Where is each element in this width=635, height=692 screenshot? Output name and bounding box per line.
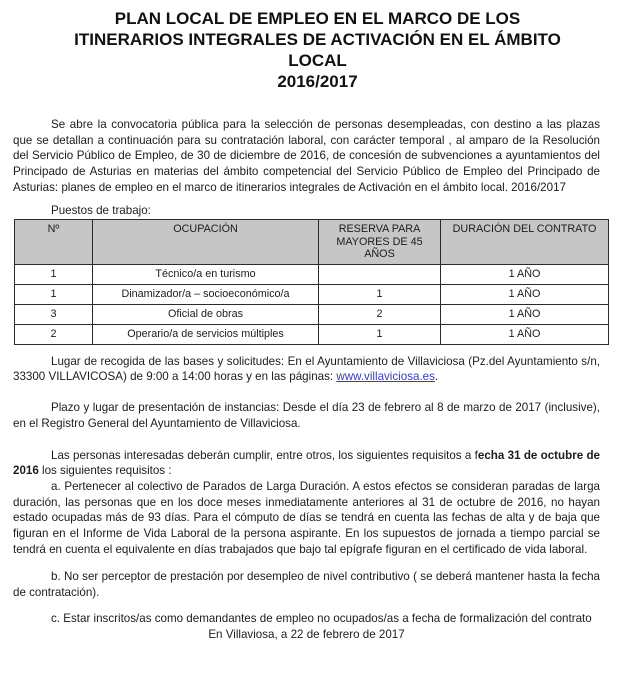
requirements-intro-paragraph [13, 448, 600, 479]
cell-reserva [319, 264, 441, 284]
cell-ocupacion: Técnico/a en turismo [93, 264, 319, 284]
requirement-b-paragraph: b. No ser perceptor de prestación por desempleo de nivel contributivo ( se deberá mantener hasta la fecha de contratación). [13, 570, 600, 600]
cell-ocupacion: Dinamizador/a – socioeconómico/a [93, 284, 319, 304]
cell-duracion: 1 AÑO [441, 324, 609, 344]
cell-numero: 1 [15, 264, 93, 284]
cell-numero: 1 [15, 284, 93, 304]
cell-reserva: 1 [319, 324, 441, 344]
cell-ocupacion: Operario/a de servicios múltiples [93, 324, 319, 344]
cell-duracion: 1 AÑO [441, 264, 609, 284]
table-header-row [15, 220, 609, 265]
requirements-text-after: los siguientes requisitos : [38, 464, 172, 478]
table-row [15, 324, 609, 344]
pickup-paragraph [13, 354, 600, 385]
table-row [15, 264, 609, 284]
table-row [15, 284, 609, 304]
table-row [15, 304, 609, 324]
cell-duracion: 1 AÑO [441, 304, 609, 324]
title-line-2: ITINERARIOS INTEGRALES DE ACTIVACIÓN EN EL ÁMBITO [74, 30, 561, 49]
cell-reserva: 2 [319, 304, 441, 324]
intro-paragraph: Se abre la convocatoria pública para la selección de personas desempleadas, con destino a las plazas que se detallan a continuación para su contratación laboral, con carácter temporal , al amparo de la Resolución del Servicio Público de Empleo, de 30 de diciembre de 2016, de concesión de subvenciones a ayuntamientos del Principado de Asturias en materias del ámbito competencial del Servicio Público de Empleo del Principado de Asturias: planes de empleo en el marco de itinerarios integrales de Activación en el ámbito local. 2016/2017 [13, 118, 600, 194]
jobs-table [14, 219, 609, 345]
cell-duracion: 1 AÑO [441, 284, 609, 304]
title-line-1: PLAN LOCAL DE EMPLEO EN EL MARCO DE LOS [114, 9, 521, 28]
pickup-text-after: . [434, 370, 439, 384]
requirements-bold-date: echa 31 de octubre de 2016 [13, 448, 600, 478]
title-line-3: LOCAL [288, 51, 347, 70]
table-header-duracion: DURACIÓN DEL CONTRATO [441, 220, 609, 265]
table-header-ocupacion: OCUPACIÓN [93, 220, 319, 265]
requirements-text-before: Las personas interesadas deberán cumplir, entre otros, los siguientes requisitos a f [51, 448, 478, 462]
table-header-reserva: RESERVA PARA MAYORES DE 45 AÑOS [319, 220, 441, 265]
signature-line: En Villaviosa, a 22 de febrero de 2017 [208, 627, 405, 641]
cell-numero: 3 [15, 304, 93, 324]
table-label: Puestos de trabajo: [51, 203, 151, 217]
cell-numero: 2 [15, 324, 93, 344]
requirement-c-paragraph: c. Estar inscritos/as como demandantes de empleo no ocupados/as a fecha de formalización del contrato [51, 611, 592, 625]
requirement-a-paragraph: a. Pertenecer al colectivo de Parados de Larga Duración. A estos efectos se consideran paradas de larga duración, las personas que en los doce meses inmediatamente anteriores al 31 de octubre de 2016, no hayan estado ocupadas más de 93 días. Para el cómputo de días se tendrá en cuenta las fechas de alta y de baja que figuran en el Informe de Vida Laboral de la persona aspirante. En los supuestos de jornada a tiempo parcial se tendrá en cuenta el equivalente en días trabajados que bajo tal epígrafe figuran en el certificado de vida laboral. [13, 479, 600, 556]
title-line-4: 2016/2017 [277, 72, 358, 91]
table-header-numero: Nº [15, 220, 93, 265]
villaviciosa-link[interactable]: www.villaviciosa.es [336, 370, 435, 384]
deadline-paragraph: Plazo y lugar de presentación de instancias: Desde el día 23 de febrero al 8 de marzo de 2017 (inclusive), en el Registro General del Ayuntamiento de Villaviciosa. [13, 401, 600, 430]
pickup-text-before: Lugar de recogida de las bases y solicitudes: En el Ayuntamiento de Villaviciosa (Pz.del Ayuntamiento s/n, 33300 VILLAVICOSA) de 9:00 a 14:00 horas y en las páginas: [13, 354, 600, 384]
cell-reserva: 1 [319, 284, 441, 304]
cell-ocupacion: Oficial de obras [93, 304, 319, 324]
document-title [13, 8, 622, 92]
